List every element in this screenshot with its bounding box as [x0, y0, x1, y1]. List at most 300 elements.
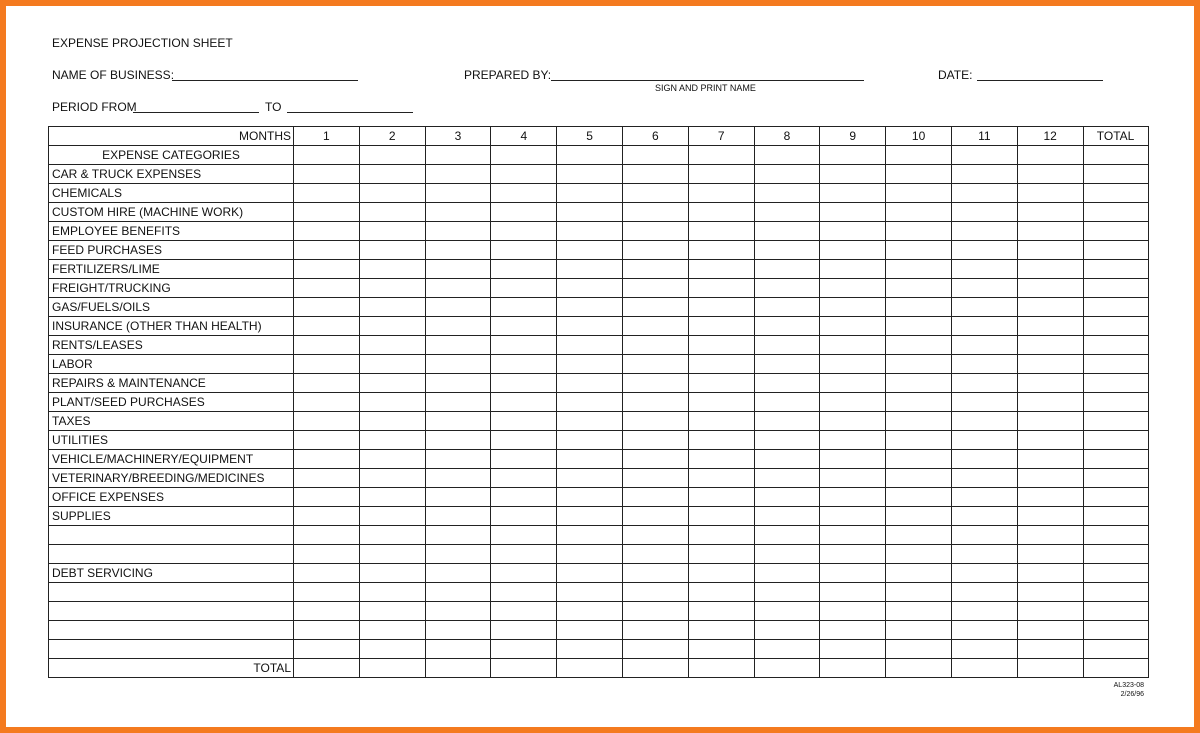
table-cell[interactable] [951, 583, 1017, 602]
table-cell[interactable] [754, 241, 820, 260]
table-cell[interactable] [359, 165, 425, 184]
table-cell[interactable] [622, 640, 688, 659]
table-cell[interactable] [820, 336, 886, 355]
table-cell[interactable] [557, 507, 623, 526]
table-cell[interactable] [557, 412, 623, 431]
table-cell[interactable] [294, 507, 360, 526]
table-cell[interactable] [1017, 203, 1083, 222]
table-cell[interactable] [622, 355, 688, 374]
table-cell[interactable] [886, 222, 952, 241]
table-cell[interactable] [820, 298, 886, 317]
table-cell[interactable] [951, 488, 1017, 507]
table-cell[interactable] [622, 659, 688, 678]
table-cell[interactable] [951, 545, 1017, 564]
table-cell[interactable] [820, 317, 886, 336]
table-cell[interactable] [951, 184, 1017, 203]
table-cell[interactable] [359, 640, 425, 659]
table-cell[interactable] [688, 640, 754, 659]
table-cell[interactable] [491, 545, 557, 564]
table-cell[interactable] [622, 621, 688, 640]
table-cell[interactable] [951, 431, 1017, 450]
table-cell[interactable] [557, 602, 623, 621]
prepared-by-line[interactable] [551, 80, 864, 81]
table-cell[interactable] [951, 412, 1017, 431]
table-cell[interactable] [294, 640, 360, 659]
table-cell[interactable] [1017, 374, 1083, 393]
table-cell[interactable] [491, 621, 557, 640]
table-cell[interactable] [951, 374, 1017, 393]
table-cell[interactable] [622, 507, 688, 526]
table-cell[interactable] [359, 184, 425, 203]
table-cell[interactable] [1083, 412, 1148, 431]
table-cell[interactable] [359, 260, 425, 279]
table-cell[interactable] [1083, 165, 1148, 184]
table-cell[interactable] [359, 317, 425, 336]
table-cell[interactable] [820, 260, 886, 279]
table-cell[interactable] [622, 203, 688, 222]
table-cell[interactable] [359, 659, 425, 678]
table-cell[interactable] [557, 260, 623, 279]
table-cell[interactable] [294, 374, 360, 393]
table-cell[interactable] [886, 393, 952, 412]
table-cell[interactable] [1083, 393, 1148, 412]
table-cell[interactable] [491, 412, 557, 431]
table-cell[interactable] [754, 564, 820, 583]
table-cell[interactable] [688, 317, 754, 336]
table-cell[interactable] [688, 602, 754, 621]
table-cell[interactable] [951, 469, 1017, 488]
table-cell[interactable] [491, 374, 557, 393]
table-cell[interactable] [1083, 241, 1148, 260]
table-cell[interactable] [294, 488, 360, 507]
table-cell[interactable] [754, 450, 820, 469]
table-cell[interactable] [622, 545, 688, 564]
table-cell[interactable] [1017, 545, 1083, 564]
table-cell[interactable] [886, 450, 952, 469]
table-cell[interactable] [951, 317, 1017, 336]
table-cell[interactable] [1083, 450, 1148, 469]
table-cell[interactable] [425, 507, 491, 526]
table-cell[interactable] [622, 488, 688, 507]
table-cell[interactable] [688, 203, 754, 222]
table-cell[interactable] [820, 184, 886, 203]
table-cell[interactable] [359, 583, 425, 602]
table-cell[interactable] [886, 298, 952, 317]
table-cell[interactable] [491, 640, 557, 659]
table-cell[interactable] [951, 507, 1017, 526]
table-cell[interactable] [359, 564, 425, 583]
table-cell[interactable] [820, 545, 886, 564]
table-cell[interactable] [820, 602, 886, 621]
table-cell[interactable] [294, 431, 360, 450]
table-cell[interactable] [1083, 659, 1148, 678]
table-cell[interactable] [622, 450, 688, 469]
table-cell[interactable] [1017, 355, 1083, 374]
table-cell[interactable] [951, 203, 1017, 222]
table-cell[interactable] [622, 431, 688, 450]
table-cell[interactable] [294, 450, 360, 469]
table-cell[interactable] [688, 583, 754, 602]
table-cell[interactable] [294, 279, 360, 298]
table-cell[interactable] [294, 412, 360, 431]
table-cell[interactable] [951, 564, 1017, 583]
table-cell[interactable] [754, 355, 820, 374]
table-cell[interactable] [1083, 621, 1148, 640]
table-cell[interactable] [491, 146, 557, 165]
table-cell[interactable] [754, 146, 820, 165]
table-cell[interactable] [491, 260, 557, 279]
table-cell[interactable] [820, 640, 886, 659]
table-cell[interactable] [820, 659, 886, 678]
table-cell[interactable] [688, 184, 754, 203]
table-cell[interactable] [491, 393, 557, 412]
table-cell[interactable] [359, 241, 425, 260]
table-cell[interactable] [820, 583, 886, 602]
table-cell[interactable] [688, 241, 754, 260]
table-cell[interactable] [820, 564, 886, 583]
table-cell[interactable] [754, 165, 820, 184]
table-cell[interactable] [1083, 469, 1148, 488]
table-cell[interactable] [557, 165, 623, 184]
table-cell[interactable] [688, 374, 754, 393]
table-cell[interactable] [754, 374, 820, 393]
table-cell[interactable] [886, 564, 952, 583]
table-cell[interactable] [951, 241, 1017, 260]
table-cell[interactable] [1083, 184, 1148, 203]
table-cell[interactable] [425, 564, 491, 583]
table-cell[interactable] [622, 222, 688, 241]
table-cell[interactable] [425, 184, 491, 203]
table-cell[interactable] [622, 146, 688, 165]
table-cell[interactable] [886, 279, 952, 298]
table-cell[interactable] [1017, 602, 1083, 621]
table-cell[interactable] [1017, 279, 1083, 298]
table-cell[interactable] [294, 146, 360, 165]
table-cell[interactable] [1083, 545, 1148, 564]
table-cell[interactable] [294, 184, 360, 203]
table-cell[interactable] [951, 659, 1017, 678]
table-cell[interactable] [1017, 640, 1083, 659]
table-cell[interactable] [294, 222, 360, 241]
table-cell[interactable] [1017, 336, 1083, 355]
table-cell[interactable] [1083, 146, 1148, 165]
date-line[interactable] [977, 80, 1103, 81]
table-cell[interactable] [1083, 298, 1148, 317]
table-cell[interactable] [754, 583, 820, 602]
table-cell[interactable] [622, 241, 688, 260]
table-cell[interactable] [820, 355, 886, 374]
table-cell[interactable] [1083, 374, 1148, 393]
table-cell[interactable] [951, 165, 1017, 184]
table-cell[interactable] [359, 222, 425, 241]
table-cell[interactable] [491, 488, 557, 507]
table-cell[interactable] [294, 203, 360, 222]
table-cell[interactable] [557, 450, 623, 469]
table-cell[interactable] [1017, 393, 1083, 412]
table-cell[interactable] [491, 184, 557, 203]
table-cell[interactable] [491, 317, 557, 336]
table-cell[interactable] [622, 374, 688, 393]
table-cell[interactable] [294, 393, 360, 412]
table-cell[interactable] [1083, 431, 1148, 450]
table-cell[interactable] [557, 279, 623, 298]
table-cell[interactable] [294, 564, 360, 583]
table-cell[interactable] [1017, 564, 1083, 583]
table-cell[interactable] [359, 526, 425, 545]
table-cell[interactable] [359, 146, 425, 165]
table-cell[interactable] [491, 165, 557, 184]
table-cell[interactable] [622, 165, 688, 184]
table-cell[interactable] [951, 260, 1017, 279]
table-cell[interactable] [754, 279, 820, 298]
table-cell[interactable] [425, 317, 491, 336]
table-cell[interactable] [425, 526, 491, 545]
table-cell[interactable] [886, 203, 952, 222]
table-cell[interactable] [754, 621, 820, 640]
table-cell[interactable] [294, 165, 360, 184]
table-cell[interactable] [425, 336, 491, 355]
table-cell[interactable] [886, 165, 952, 184]
table-cell[interactable] [557, 374, 623, 393]
table-cell[interactable] [425, 450, 491, 469]
table-cell[interactable] [1017, 146, 1083, 165]
table-cell[interactable] [425, 146, 491, 165]
table-cell[interactable] [688, 621, 754, 640]
table-cell[interactable] [425, 602, 491, 621]
table-cell[interactable] [622, 602, 688, 621]
table-cell[interactable] [688, 165, 754, 184]
table-cell[interactable] [886, 469, 952, 488]
table-cell[interactable] [425, 412, 491, 431]
table-cell[interactable] [1083, 317, 1148, 336]
table-cell[interactable] [491, 526, 557, 545]
table-cell[interactable] [557, 583, 623, 602]
table-cell[interactable] [622, 564, 688, 583]
table-cell[interactable] [951, 640, 1017, 659]
table-cell[interactable] [1083, 488, 1148, 507]
table-cell[interactable] [688, 659, 754, 678]
table-cell[interactable] [491, 336, 557, 355]
table-cell[interactable] [1083, 564, 1148, 583]
table-cell[interactable] [688, 260, 754, 279]
table-cell[interactable] [491, 602, 557, 621]
table-cell[interactable] [1083, 336, 1148, 355]
table-cell[interactable] [1017, 241, 1083, 260]
table-cell[interactable] [820, 412, 886, 431]
table-cell[interactable] [1017, 469, 1083, 488]
table-cell[interactable] [359, 298, 425, 317]
table-cell[interactable] [820, 621, 886, 640]
table-cell[interactable] [688, 431, 754, 450]
table-cell[interactable] [557, 469, 623, 488]
table-cell[interactable] [1017, 488, 1083, 507]
table-cell[interactable] [688, 526, 754, 545]
table-cell[interactable] [951, 222, 1017, 241]
table-cell[interactable] [688, 146, 754, 165]
table-cell[interactable] [886, 507, 952, 526]
table-cell[interactable] [1017, 583, 1083, 602]
table-cell[interactable] [886, 583, 952, 602]
table-cell[interactable] [359, 355, 425, 374]
table-cell[interactable] [622, 412, 688, 431]
table-cell[interactable] [622, 298, 688, 317]
table-cell[interactable] [1017, 184, 1083, 203]
table-cell[interactable] [754, 659, 820, 678]
table-cell[interactable] [359, 374, 425, 393]
table-cell[interactable] [491, 431, 557, 450]
table-cell[interactable] [359, 621, 425, 640]
table-cell[interactable] [425, 260, 491, 279]
table-cell[interactable] [622, 184, 688, 203]
table-cell[interactable] [557, 222, 623, 241]
table-cell[interactable] [557, 640, 623, 659]
table-cell[interactable] [359, 393, 425, 412]
table-cell[interactable] [886, 640, 952, 659]
table-cell[interactable] [425, 431, 491, 450]
table-cell[interactable] [622, 260, 688, 279]
table-cell[interactable] [951, 298, 1017, 317]
table-cell[interactable] [425, 659, 491, 678]
table-cell[interactable] [491, 469, 557, 488]
table-cell[interactable] [951, 602, 1017, 621]
table-cell[interactable] [359, 469, 425, 488]
table-cell[interactable] [557, 545, 623, 564]
table-cell[interactable] [359, 336, 425, 355]
table-cell[interactable] [557, 336, 623, 355]
table-cell[interactable] [688, 488, 754, 507]
table-cell[interactable] [294, 526, 360, 545]
table-cell[interactable] [425, 222, 491, 241]
table-cell[interactable] [754, 336, 820, 355]
table-cell[interactable] [951, 393, 1017, 412]
table-cell[interactable] [820, 431, 886, 450]
table-cell[interactable] [622, 469, 688, 488]
table-cell[interactable] [425, 241, 491, 260]
table-cell[interactable] [294, 583, 360, 602]
table-cell[interactable] [820, 203, 886, 222]
table-cell[interactable] [886, 355, 952, 374]
table-cell[interactable] [1017, 412, 1083, 431]
table-cell[interactable] [491, 241, 557, 260]
table-cell[interactable] [951, 336, 1017, 355]
table-cell[interactable] [820, 507, 886, 526]
table-cell[interactable] [688, 298, 754, 317]
table-cell[interactable] [951, 450, 1017, 469]
table-cell[interactable] [557, 488, 623, 507]
table-cell[interactable] [491, 203, 557, 222]
table-cell[interactable] [359, 450, 425, 469]
table-cell[interactable] [359, 431, 425, 450]
table-cell[interactable] [886, 336, 952, 355]
table-cell[interactable] [294, 602, 360, 621]
table-cell[interactable] [1083, 507, 1148, 526]
table-cell[interactable] [491, 659, 557, 678]
table-cell[interactable] [359, 545, 425, 564]
table-cell[interactable] [425, 469, 491, 488]
table-cell[interactable] [294, 317, 360, 336]
table-cell[interactable] [359, 488, 425, 507]
table-cell[interactable] [491, 450, 557, 469]
table-cell[interactable] [491, 583, 557, 602]
table-cell[interactable] [557, 298, 623, 317]
table-cell[interactable] [425, 545, 491, 564]
table-cell[interactable] [1083, 279, 1148, 298]
table-cell[interactable] [359, 602, 425, 621]
table-cell[interactable] [886, 526, 952, 545]
table-cell[interactable] [688, 393, 754, 412]
table-cell[interactable] [754, 545, 820, 564]
table-cell[interactable] [754, 640, 820, 659]
table-cell[interactable] [754, 298, 820, 317]
table-cell[interactable] [1083, 222, 1148, 241]
table-cell[interactable] [622, 336, 688, 355]
table-cell[interactable] [425, 279, 491, 298]
table-cell[interactable] [688, 222, 754, 241]
table-cell[interactable] [754, 602, 820, 621]
table-cell[interactable] [820, 222, 886, 241]
table-cell[interactable] [754, 203, 820, 222]
table-cell[interactable] [491, 298, 557, 317]
table-cell[interactable] [754, 507, 820, 526]
table-cell[interactable] [820, 526, 886, 545]
period-to-line[interactable] [287, 112, 413, 113]
table-cell[interactable] [688, 412, 754, 431]
table-cell[interactable] [886, 431, 952, 450]
table-cell[interactable] [886, 260, 952, 279]
table-cell[interactable] [820, 279, 886, 298]
table-cell[interactable] [688, 279, 754, 298]
table-cell[interactable] [491, 279, 557, 298]
table-cell[interactable] [1083, 355, 1148, 374]
table-cell[interactable] [359, 203, 425, 222]
table-cell[interactable] [557, 431, 623, 450]
table-cell[interactable] [754, 431, 820, 450]
table-cell[interactable] [820, 450, 886, 469]
table-cell[interactable] [886, 602, 952, 621]
table-cell[interactable] [425, 640, 491, 659]
table-cell[interactable] [820, 393, 886, 412]
table-cell[interactable] [754, 469, 820, 488]
table-cell[interactable] [491, 355, 557, 374]
table-cell[interactable] [951, 621, 1017, 640]
table-cell[interactable] [1017, 222, 1083, 241]
table-cell[interactable] [886, 374, 952, 393]
table-cell[interactable] [1017, 317, 1083, 336]
table-cell[interactable] [557, 203, 623, 222]
table-cell[interactable] [754, 260, 820, 279]
table-cell[interactable] [951, 355, 1017, 374]
table-cell[interactable] [425, 203, 491, 222]
table-cell[interactable] [688, 469, 754, 488]
table-cell[interactable] [1083, 602, 1148, 621]
table-cell[interactable] [294, 298, 360, 317]
table-cell[interactable] [1017, 659, 1083, 678]
table-cell[interactable] [886, 488, 952, 507]
table-cell[interactable] [425, 298, 491, 317]
table-cell[interactable] [688, 545, 754, 564]
table-cell[interactable] [688, 336, 754, 355]
table-cell[interactable] [1083, 583, 1148, 602]
table-cell[interactable] [557, 317, 623, 336]
table-cell[interactable] [359, 279, 425, 298]
table-cell[interactable] [425, 393, 491, 412]
table-cell[interactable] [557, 564, 623, 583]
table-cell[interactable] [1017, 165, 1083, 184]
table-cell[interactable] [886, 146, 952, 165]
table-cell[interactable] [886, 545, 952, 564]
table-cell[interactable] [1017, 621, 1083, 640]
table-cell[interactable] [294, 260, 360, 279]
